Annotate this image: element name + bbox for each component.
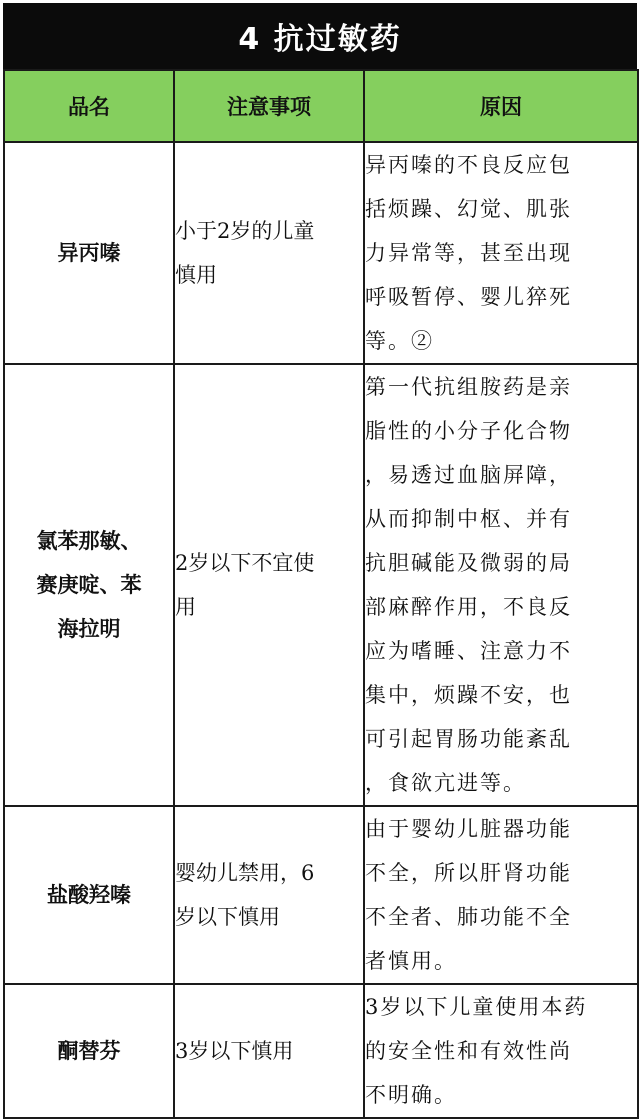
table-row [4,364,638,806]
drug-reason: 3岁以下儿童使用本药 的安全性和有效性尚 不明确。 [365,995,588,1107]
drug-note: 小于2岁的儿童 慎用 [175,219,315,287]
drug-note: 3岁以下慎用 [175,1039,294,1063]
drug-note: 2岁以下不宜使 用 [175,551,315,619]
table-row [4,806,638,984]
note-cell [174,364,364,806]
header-reason: 原因 [364,70,638,142]
reason-cell [364,142,638,364]
drug-name-cell [4,806,174,984]
drug-table-card [3,3,637,1107]
header-note: 注意事项 [174,70,364,142]
table-title: 4 抗过敏药 [238,22,402,57]
drug-reason: 异丙嗪的不良反应包 括烦躁、幻觉、肌张 力异常等，甚至出现 呼吸暂停、婴儿猝死 等。② [365,153,572,353]
drug-name: 盐酸羟嗪 [47,883,131,907]
header-row [4,70,638,142]
note-cell [174,806,364,984]
drug-table [3,69,639,1119]
table-row [4,142,638,364]
drug-name-cell [4,364,174,806]
drug-reason: 第一代抗组胺药是亲 脂性的小分子化合物 ，易透过血脑屏障， 从而抑制中枢、并有 抗胆碱能及微弱的局 部麻醉作用，不良反 应为嗜睡、注意力不 集中，烦躁不安，也 可引起胃肠功能紊乱 ，食欲亢进等。 [365,375,572,795]
drug-reason: 由于婴幼儿脏器功能 不全，所以肝肾功能 不全者、肺功能不全 者慎用。 [365,817,572,973]
drug-name: 酮替芬 [57,1039,121,1063]
title-bar [3,3,637,69]
note-cell [174,142,364,364]
reason-cell [364,364,638,806]
drug-name: 异丙嗪 [57,241,121,265]
drug-name: 氯苯那敏、 赛庚啶、苯 海拉明 [36,529,142,641]
drug-name-cell [4,142,174,364]
header-name: 品名 [4,70,174,142]
reason-cell [364,806,638,984]
drug-note: 婴幼儿禁用，6 岁以下慎用 [175,861,315,929]
